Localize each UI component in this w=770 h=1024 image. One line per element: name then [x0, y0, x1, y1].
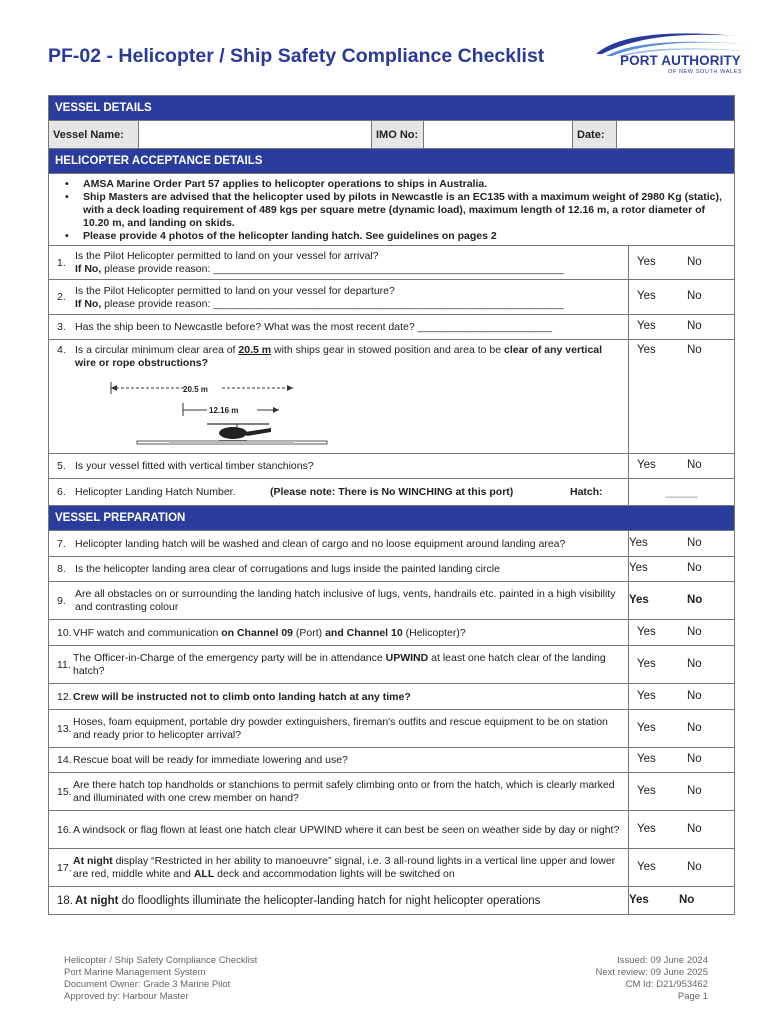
no-option[interactable]: No: [687, 562, 702, 574]
yes-option[interactable]: Yes: [637, 860, 656, 873]
question-row: [49, 683, 734, 709]
hatch-label: Hatch:: [570, 486, 603, 498]
question-text: Has the ship been to Newcastle before? What was the most recent date? _______________________: [75, 321, 552, 333]
question-text: At night: [73, 855, 113, 867]
question-row: [49, 478, 734, 505]
question-text: Is your vessel fitted with vertical timber stanchions?: [75, 460, 314, 472]
helicopter-dimension-diagram: [57, 370, 617, 446]
question-row: [49, 747, 734, 772]
question-row: [49, 453, 734, 478]
question-row: [49, 279, 734, 314]
question-text: VHF watch and communication: [73, 626, 222, 639]
date-label: Date:: [573, 121, 617, 148]
reason-field[interactable]: please provide reason: ____________________________________________________________: [101, 297, 564, 310]
question-number: 10.: [57, 626, 72, 639]
question-text: (Helicopter)?: [402, 626, 466, 639]
vessel-name-field[interactable]: [139, 121, 372, 148]
question-text: The Officer-in-Charge of the emergency party will be in attendance: [73, 652, 386, 664]
yes-option[interactable]: Yes: [629, 562, 648, 574]
footer-right: [596, 955, 708, 1003]
footer-doc-title: Helicopter / Ship Safety Compliance Checklist: [64, 955, 258, 966]
question-row: [49, 245, 734, 279]
footer-approver: Approved by: Harbour Master: [64, 991, 189, 1002]
question-number: 13.: [57, 722, 72, 735]
yes-option[interactable]: Yes: [637, 290, 656, 302]
no-option[interactable]: No: [687, 625, 702, 638]
question-number: 3.: [57, 321, 66, 333]
question-text: At night: [75, 894, 119, 907]
acceptance-notes: [49, 173, 734, 245]
question-text: Is the helicopter landing area clear of corrugations and lugs inside the painted landing circle: [75, 563, 500, 575]
question-text: Rescue boat will be ready for immediate lowering and use?: [73, 754, 348, 766]
vessel-details-header: VESSEL DETAILS: [49, 95, 734, 120]
logo-swoosh-icon: [588, 26, 753, 56]
yes-option[interactable]: Yes: [637, 320, 656, 332]
no-option[interactable]: No: [687, 290, 702, 302]
no-option[interactable]: No: [687, 344, 702, 356]
note-item: • AMSA Marine Order Part 57 applies to helicopter operations to ships in Australia.: [79, 178, 726, 191]
yes-option[interactable]: Yes: [637, 255, 656, 268]
logo-subtitle: OF NEW SOUTH WALES: [668, 69, 743, 75]
question-row: [49, 530, 734, 556]
if-no-label: If No,: [75, 263, 102, 275]
question-text: A windsock or flag flown at least one hatch clear UPWIND where it can best be seen on weather side by day or night?: [73, 823, 620, 836]
question-number: 18.: [57, 894, 73, 907]
imo-label: IMO No:: [372, 121, 424, 148]
question-text: with ships gear in stowed position and area to be: [271, 344, 504, 356]
question-text: Are there hatch top handholds or stanchions to permit safely climbing onto or from the hatch, which is clearly marked and illuminated with one crew member on hand?: [73, 779, 615, 804]
no-option[interactable]: No: [687, 536, 702, 549]
no-option[interactable]: No: [687, 320, 702, 332]
yes-option[interactable]: Yes: [637, 721, 656, 734]
date-field[interactable]: [617, 121, 734, 148]
no-option[interactable]: No: [687, 753, 702, 765]
question-number: 2.: [57, 291, 66, 303]
question-text: Hoses, foam equipment, portable dry powder extinguishers, fireman's outfits and rescue equipment to be on station and ready prior to helicopter arrival?: [73, 716, 608, 741]
imo-field[interactable]: [424, 121, 573, 148]
port-authority-logo: [588, 26, 753, 80]
question-row: [49, 645, 734, 683]
question-row: [49, 886, 734, 914]
footer-left: [64, 955, 257, 1003]
question-number: 15.: [57, 785, 72, 798]
question-number: 4.: [57, 344, 66, 356]
question-row: [49, 619, 734, 645]
vessel-details-row: [49, 120, 734, 148]
question-text: (Port): [293, 626, 326, 639]
question-number: 16.: [57, 823, 72, 836]
question-text: display “Restricted in her ability to manoeuvre” signal, i.e. 3 all-round lights in a vertical line upper and lower are red, middle white and: [73, 855, 616, 880]
yes-option[interactable]: Yes: [629, 593, 649, 606]
question-row: [49, 848, 734, 886]
if-no-label: If No,: [75, 297, 102, 310]
question-number: 7.: [57, 537, 66, 550]
question-text: clear of any vertical wire or rope obstructions?: [75, 344, 603, 369]
footer-owner: Document Owner: Grade 3 Marine Pilot: [64, 979, 231, 990]
question-text: do floodlights illuminate the helicopter-landing hatch for night helicopter operations: [118, 894, 541, 907]
yes-option[interactable]: Yes: [637, 344, 656, 356]
no-option[interactable]: No: [687, 459, 702, 471]
question-number: 14.: [57, 754, 72, 766]
outer-dimension-label: 20.5 m: [183, 385, 208, 394]
yes-option[interactable]: Yes: [637, 784, 656, 797]
reason-field[interactable]: please provide reason: ____________________________________________________________: [101, 263, 564, 275]
question-number: 11.: [57, 658, 71, 671]
question-number: 5.: [57, 460, 66, 472]
question-text: Are all obstacles on or surrounding the landing hatch inclusive of lugs, vents, handrails etc. painted in a high visibility and contrasting colour: [75, 588, 616, 613]
note-item: • Ship Masters are advised that the helicopter used by pilots in Newcastle is an EC135 with a maximum weight of 2980 Kg (static), with a deck loading requirement of 489 kgs per square metre (dynamic load), maximum length of 12.16 m, a rotor diameter of 10.20 m, and landing on skids.: [79, 191, 726, 230]
question-number: 12.: [57, 690, 72, 703]
question-row: [49, 581, 734, 619]
no-option[interactable]: No: [687, 822, 702, 835]
question-row: [49, 772, 734, 810]
no-option[interactable]: No: [679, 893, 695, 906]
footer-cm-id: CM Id: D21/953462: [625, 979, 708, 990]
yes-option[interactable]: Yes: [629, 893, 649, 906]
question-text: Helicopter landing hatch will be washed and clean of cargo and no loose equipment around landing area?: [75, 537, 566, 550]
footer-page-number: Page 1: [677, 991, 708, 1002]
question-number: 17.: [57, 861, 72, 874]
question-text: ALL: [193, 868, 215, 880]
question-row: [49, 810, 734, 848]
question-text: UPWIND: [385, 652, 429, 664]
no-option[interactable]: No: [687, 593, 703, 606]
question-row: [49, 314, 734, 339]
vessel-preparation-header: VESSEL PREPARATION: [49, 505, 734, 530]
clear-area-value: 20.5 m: [238, 344, 272, 356]
landing-area-diagram: [57, 370, 622, 446]
yes-option[interactable]: Yes: [637, 689, 656, 702]
question-text: Is the Pilot Helicopter permitted to land on your vessel for arrival?: [75, 250, 379, 262]
question-text: deck and accommodation lights will be switched on: [214, 868, 455, 880]
footer-issued: Issued: 09 June 2024: [617, 955, 708, 966]
question-text: at least one hatch clear of the landing hatch?: [73, 652, 606, 677]
no-option[interactable]: No: [687, 721, 702, 734]
helicopter-icon: [207, 424, 271, 441]
no-option[interactable]: No: [687, 784, 702, 797]
no-option[interactable]: No: [687, 689, 702, 702]
checklist-form: [48, 95, 735, 915]
no-option[interactable]: No: [687, 255, 702, 268]
question-text: Crew will be instructed not to climb onto landing hatch at any time?: [73, 690, 411, 703]
no-option[interactable]: No: [687, 860, 702, 873]
yes-option[interactable]: Yes: [637, 625, 656, 638]
logo-name: PORT AUTHORITY: [620, 53, 741, 68]
helicopter-acceptance-header: HELICOPTER ACCEPTANCE DETAILS: [49, 148, 734, 173]
yes-option[interactable]: Yes: [629, 536, 648, 549]
footer-system: Port Marine Management System: [64, 967, 206, 978]
note-item: • Please provide 4 photos of the helicopter landing hatch. See guidelines on pages 2: [79, 230, 726, 243]
winching-note: (Please note: There is No WINCHING at this port): [270, 486, 514, 498]
inner-dimension-label: 12.16 m: [209, 406, 239, 415]
question-number: 6.: [57, 486, 66, 498]
question-text: on Channel 09: [221, 626, 293, 639]
question-text: Is a circular minimum clear area of: [75, 344, 239, 356]
question-row: [49, 339, 734, 453]
question-text: Is the Pilot Helicopter permitted to land on your vessel for departure?: [75, 284, 395, 297]
question-text: Helicopter Landing Hatch Number.: [75, 486, 236, 498]
question-number: 9.: [57, 594, 66, 607]
question-text: and Channel 10: [325, 626, 403, 639]
question-row: [49, 709, 734, 747]
no-option[interactable]: No: [687, 657, 702, 670]
question-row: [49, 556, 734, 581]
yes-option[interactable]: Yes: [637, 753, 656, 765]
yes-option[interactable]: Yes: [637, 822, 656, 835]
yes-option[interactable]: Yes: [637, 459, 656, 471]
page-title: PF-02 - Helicopter / Ship Safety Compliance Checklist: [48, 45, 545, 67]
question-number: 8.: [57, 563, 66, 575]
question-number: 1.: [57, 256, 66, 269]
footer-next-review: Next review: 09 June 2025: [595, 967, 708, 978]
yes-option[interactable]: Yes: [637, 657, 656, 670]
vessel-name-label: Vessel Name:: [49, 121, 139, 148]
hatch-number-field[interactable]: _____: [665, 485, 698, 498]
